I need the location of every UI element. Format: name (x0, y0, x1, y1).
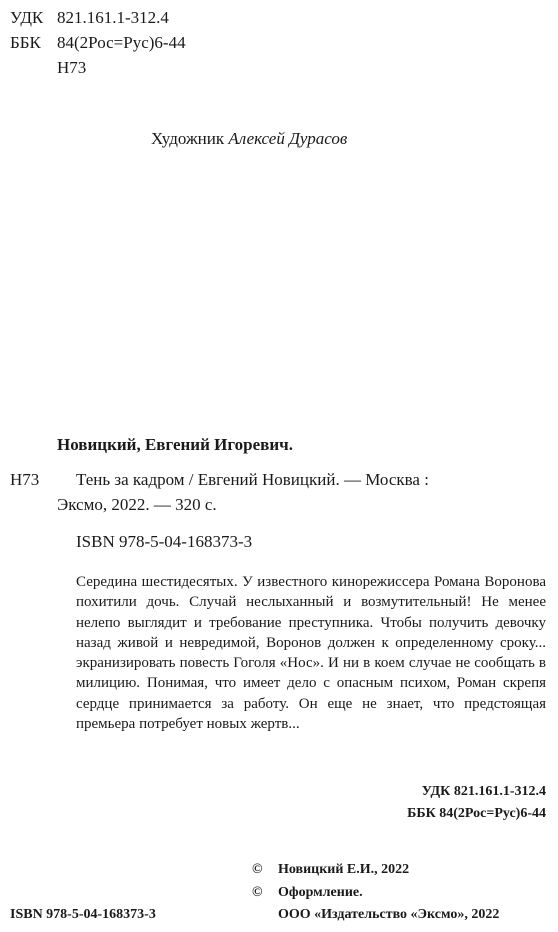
bbk-value: 84(2Рос=Рус)6-44 (57, 33, 186, 52)
illustrator-credit (151, 129, 347, 149)
copyright-symbol: © (252, 862, 263, 877)
entry-isbn: ISBN 978-5-04-168373-3 (76, 532, 253, 551)
bottom-bbk: ББК 84(2Рос=Рус)6-44 (407, 806, 546, 821)
entry-line-1: Тень за кадром / Евгений Новицкий. — Москва : (76, 470, 429, 489)
author-mark-entry: Н73 (10, 470, 40, 489)
copyright-design: Оформление. (278, 885, 363, 900)
author-mark-top: Н73 (57, 58, 87, 77)
bottom-udk: УДК 821.161.1-312.4 (421, 784, 546, 799)
udk-value: 821.161.1-312.4 (57, 8, 169, 27)
annotation (76, 572, 546, 734)
annotation-text: Середина шестидесятых. У известного кинорежиссера Романа Воронова похитили дочь. Случай неслыханный и возмутительный! Не менее нелепо выглядит и требование преступника. Чтобы получить девочку назад живой и невредимой, Воронов должен к определенному сроку... экранизировать повесть Гоголя «Нос». И ни в коем случае не сообщать в милицию. Понимая, что имеет дело с опасным психом, Роман скрепя сердце принимается за работу. Он еще не знает, что предстоящая премьера потребует новых жертв... (76, 574, 546, 733)
entry-line-2: Эксмо, 2022. — 320 с. (57, 495, 217, 514)
bbk-label: ББК (10, 33, 41, 52)
copyright-symbol: © (252, 885, 263, 900)
author-heading: Новицкий, Евгений Игоревич. (57, 435, 293, 454)
illustrator-role: Художник (151, 129, 225, 148)
bottom-isbn: ISBN 978-5-04-168373-3 (10, 907, 156, 922)
udk-label: УДК (10, 8, 44, 27)
udk-row (10, 8, 169, 28)
copyright-publisher: ООО «Издательство «Эксмо», 2022 (278, 907, 500, 922)
copyright-author: Новицкий Е.И., 2022 (278, 862, 410, 877)
copyright-design-line (252, 885, 363, 901)
copyright-author-line (252, 862, 409, 878)
illustrator-name: Алексей Дурасов (228, 129, 348, 148)
bbk-row (10, 33, 186, 53)
